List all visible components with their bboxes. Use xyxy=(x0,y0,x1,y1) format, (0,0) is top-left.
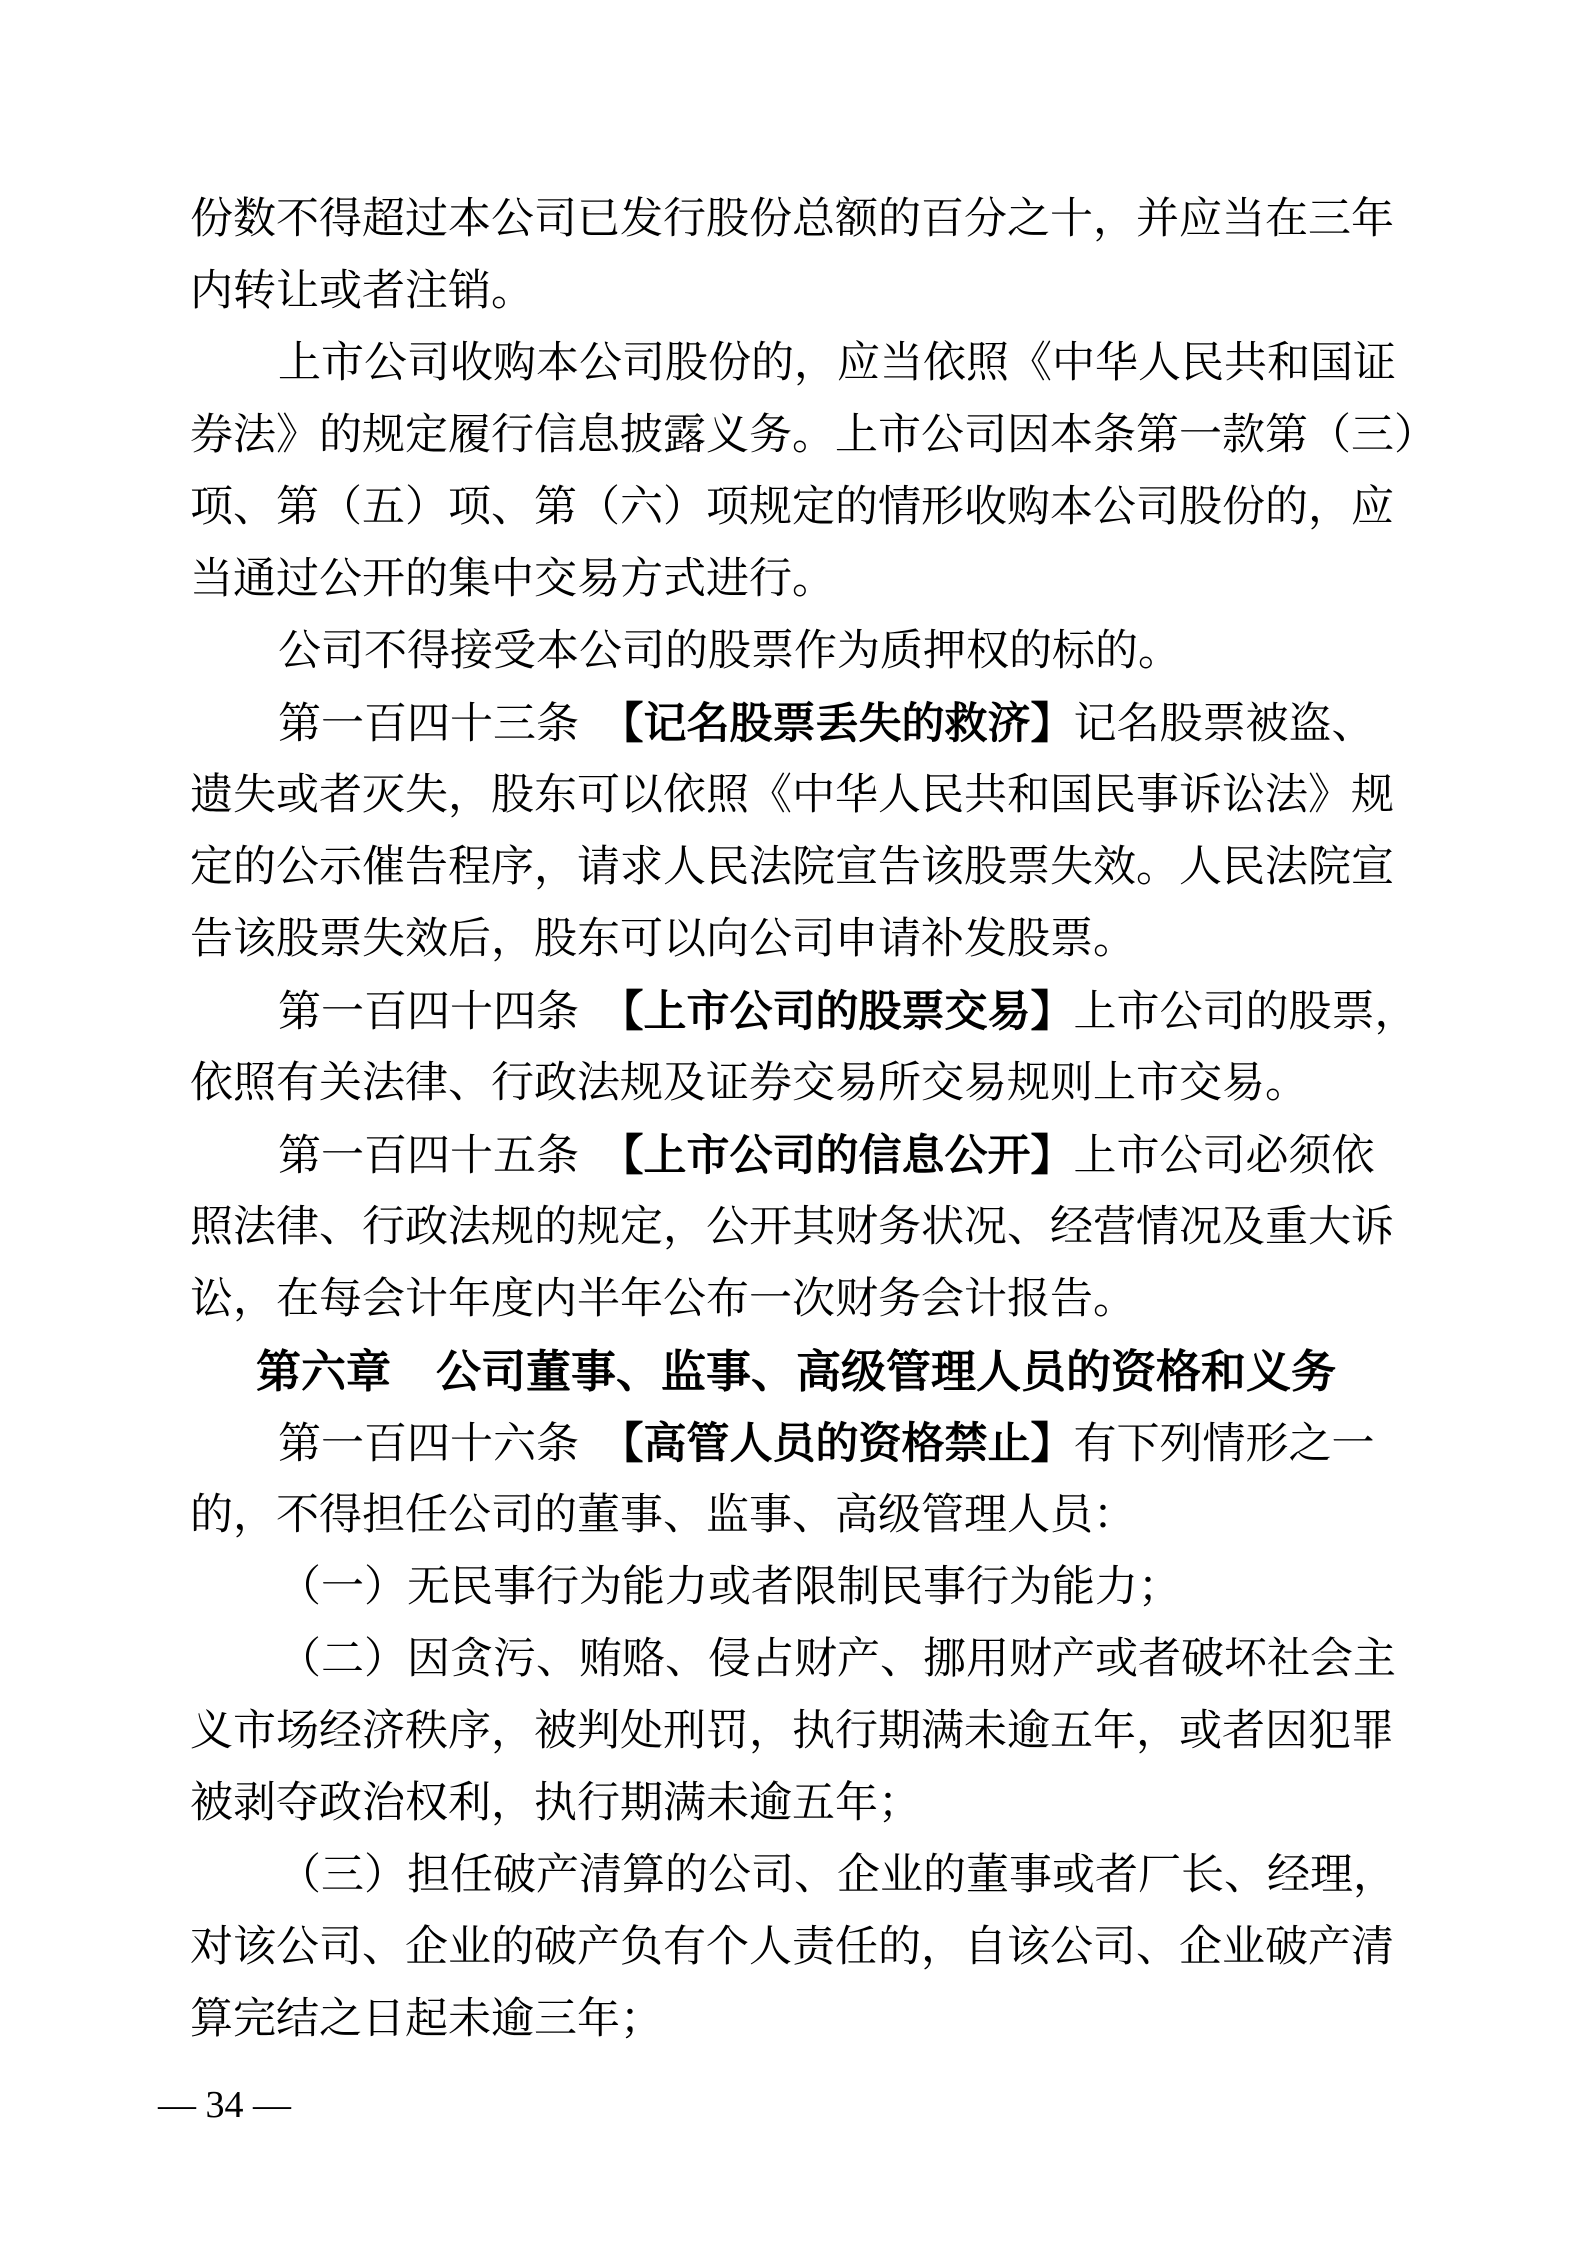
line-text: 依照有关法律、行政法规及证券交易所交易规则上市交易。 xyxy=(190,1060,1308,1107)
line-text: 义市场经济秩序，被判处刑罚，执行期满未逾五年，或者因犯罪 xyxy=(190,1708,1394,1755)
text-line xyxy=(190,328,1402,400)
text-line xyxy=(190,1912,1402,1984)
text-line xyxy=(190,472,1402,544)
line-text: 上市公司的股票， xyxy=(1073,989,1418,1036)
line-text: 有下列情形之一 xyxy=(1073,1421,1375,1468)
text-line xyxy=(190,1480,1402,1552)
text-line xyxy=(190,1768,1402,1840)
list-item-line xyxy=(190,1840,1402,1912)
article-line-146 xyxy=(190,1408,1402,1480)
list-item-line xyxy=(190,1552,1402,1624)
text-line xyxy=(190,1984,1402,2056)
text-line xyxy=(190,832,1402,904)
article-number: 第一百四十六条 xyxy=(278,1421,622,1468)
article-number: 第一百四十五条 xyxy=(278,1133,622,1180)
text-line xyxy=(190,1048,1402,1120)
article-title: 【上市公司的信息公开】 xyxy=(622,1132,1074,1180)
text-line xyxy=(190,760,1402,832)
article-line-145 xyxy=(190,1120,1402,1192)
article-line-144 xyxy=(190,976,1418,1048)
chapter-heading-text: 第六章 公司董事、监事、高级管理人员的资格和义务 xyxy=(255,1346,1336,1397)
document-body xyxy=(190,184,1437,2056)
line-text: 当通过公开的集中交易方式进行。 xyxy=(190,556,835,603)
text-line xyxy=(190,1264,1402,1336)
text-line xyxy=(190,184,1402,256)
line-text: 告该股票失效后，股东可以向公司申请补发股票。 xyxy=(190,916,1136,963)
article-number: 第一百四十三条 xyxy=(278,701,622,748)
list-item-line xyxy=(190,1624,1402,1696)
text-line xyxy=(190,256,1402,328)
line-text: 内转让或者注销。 xyxy=(190,268,534,315)
line-text: 的，不得担任公司的董事、监事、高级管理人员： xyxy=(190,1492,1136,1539)
text-line xyxy=(190,400,1437,472)
line-text: 被剥夺政治权利，执行期满未逾五年； xyxy=(190,1780,921,1827)
line-text: （二）因贪污、贿赂、侵占财产、挪用财产或者破坏社会主 xyxy=(278,1636,1396,1683)
page-number: — 34 — xyxy=(158,2084,291,2126)
article-title: 【记名股票丢失的救济】 xyxy=(622,700,1074,748)
line-text: 份数不得超过本公司已发行股份总额的百分之十，并应当在三年 xyxy=(190,196,1394,243)
line-text: 记名股票被盗、 xyxy=(1073,701,1375,748)
line-text: 讼，在每会计年度内半年公布一次财务会计报告。 xyxy=(190,1276,1136,1323)
line-text: 算完结之日起未逾三年； xyxy=(190,1996,663,2043)
line-text: （一）无民事行为能力或者限制民事行为能力； xyxy=(278,1564,1181,1611)
line-text: 项、第（五）项、第（六）项规定的情形收购本公司股份的，应 xyxy=(190,484,1394,531)
line-text: 上市公司必须依 xyxy=(1073,1133,1375,1180)
text-line xyxy=(190,904,1402,976)
chapter-heading xyxy=(190,1336,1402,1408)
article-number: 第一百四十四条 xyxy=(278,989,622,1036)
line-text: 对该公司、企业的破产负有个人责任的，自该公司、企业破产清 xyxy=(190,1924,1394,1971)
article-title: 【高管人员的资格禁止】 xyxy=(622,1420,1074,1468)
text-line xyxy=(190,1192,1402,1264)
line-text: 照法律、行政法规的规定，公开其财务状况、经营情况及重大诉 xyxy=(190,1204,1394,1251)
line-text: 定的公示催告程序，请求人民法院宣告该股票失效。人民法院宣 xyxy=(190,844,1394,891)
line-text: （三）担任破产清算的公司、企业的董事或者厂长、经理， xyxy=(278,1852,1396,1899)
line-text: 遗失或者灭失，股东可以依照《中华人民共和国民事诉讼法》规 xyxy=(190,772,1394,819)
line-text: 券法》的规定履行信息披露义务。上市公司因本条第一款第（三） xyxy=(190,412,1437,459)
text-line xyxy=(190,1696,1402,1768)
line-text: 上市公司收购本公司股份的，应当依照《中华人民共和国证 xyxy=(278,340,1396,387)
article-title: 【上市公司的股票交易】 xyxy=(622,988,1074,1036)
line-text: 公司不得接受本公司的股票作为质押权的标的。 xyxy=(278,628,1181,675)
article-line-143 xyxy=(190,688,1402,760)
text-line xyxy=(190,616,1402,688)
text-line xyxy=(190,544,1402,616)
